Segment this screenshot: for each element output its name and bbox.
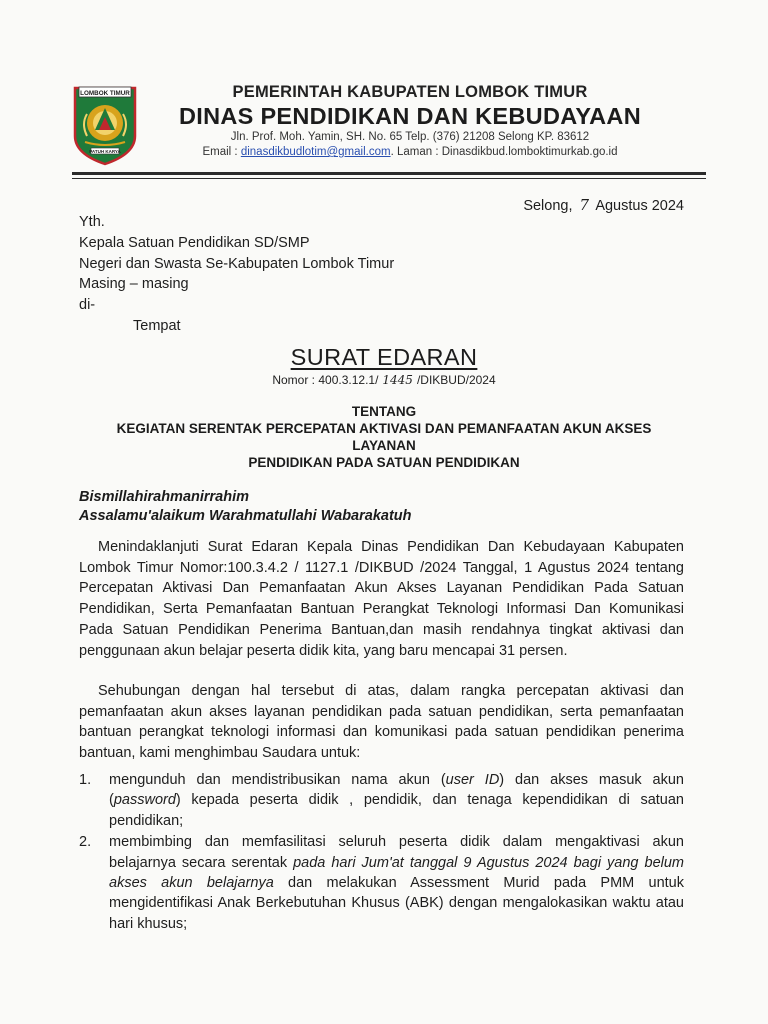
- subject-line-1: KEGIATAN SERENTAK PERCEPATAN AKTIVASI DAN PEMANFAATAN AKUN AKSES: [116, 421, 652, 436]
- email-link[interactable]: dinasdikbudlotim@gmail.com: [240, 146, 391, 158]
- website-label: . Laman :: [390, 146, 442, 158]
- list-item: [79, 770, 684, 831]
- recipient-line-2: Negeri dan Swasta Se-Kabupaten Lombok Timur: [79, 255, 395, 272]
- recipient-line-4: di-: [79, 297, 96, 314]
- letterhead-government-name: PEMERINTAH KABUPATEN LOMBOK TIMUR: [232, 83, 588, 101]
- letterhead: [150, 82, 670, 160]
- list-item-number: 1.: [79, 772, 92, 788]
- letterhead-contact: [150, 145, 670, 160]
- subject-line-2: LAYANAN: [352, 438, 416, 453]
- recipient-line-3: Masing – masing: [79, 276, 189, 293]
- paragraph-2: [79, 681, 684, 764]
- paragraph-1-text: Menindaklanjuti Surat Edaran Kepala Dinas Pendidikan Dan Kebudayaan Kabupaten Lombok Timur Nomor:100.3.4.2 / 1127.1 /DIKBUD /2024 Tanggal, 1 Agustus 2024 tentang Percepatan Aktivasi Dan Pemanfaatan Akun Akses Layanan Pendidikan Pada Satuan Pendidikan, Serta Pemanfaatan Bantuan Perangkat Teknologi Informasi Dan Komunikasi Pada Satuan Pendidikan Penerima Bantuan,dan masih rendahnya tingkat aktivasi dan penggunaan akun belajar peserta didik kita, yang baru mencapai 31 persen.: [79, 539, 684, 659]
- paragraph-1: [79, 537, 684, 661]
- letterhead-agency-name: DINAS PENDIDIKAN DAN KEBUDAYAAN: [179, 103, 641, 129]
- number-suffix: /DIKBUD/2024: [416, 373, 496, 387]
- subject-heading: TENTANG: [351, 404, 417, 419]
- letterhead-divider-thin: [72, 178, 706, 179]
- date-month-year: Agustus 2024: [595, 198, 684, 214]
- letter-date: [523, 195, 684, 217]
- paragraph-2-text: Sehubungan dengan hal tersebut di atas, dalam rangka percepatan aktivasi dan pemanfaatan akun akses layanan pendidikan pada satuan pendidikan, serta pemanfaatan bantuan perangkat teknologi informasi dan komunikasi pada satuan pendidikan penerima bantuan, kami menghimbau Saudara untuk:: [79, 683, 684, 762]
- greeting-salam: Assalamu'alaikum Warahmatullahi Wabarakatuh: [79, 507, 412, 524]
- number-handwritten: 1445: [382, 373, 413, 387]
- greeting-block: [79, 488, 412, 525]
- recipient-yth: Yth.: [79, 214, 105, 230]
- instruction-list: [79, 770, 684, 935]
- logo-banner-text: LOMBOK TIMUR: [80, 89, 130, 97]
- letterhead-divider-thick: [72, 172, 706, 175]
- letterhead-address: Jln. Prof. Moh. Yamin, SH. No. 65 Telp. (376) 21208 Selong KP. 83612: [230, 131, 590, 143]
- lombok-timur-emblem-logo: [71, 84, 139, 166]
- greeting-basmala: Bismillahirahmanirrahim: [79, 489, 250, 505]
- list-item: [79, 832, 684, 934]
- number-prefix: Nomor : 400.3.12.1/: [272, 373, 379, 387]
- recipient-block: [79, 212, 394, 337]
- website-text: Dinasdikbud.lomboktimurkab.go.id: [441, 146, 618, 158]
- document-number: [0, 373, 768, 387]
- date-place: Selong,: [523, 198, 573, 214]
- list-item-number: 2.: [79, 834, 92, 851]
- recipient-place: Tempat: [133, 317, 181, 334]
- email-label: Email :: [202, 146, 241, 158]
- list-item-text: mengunduh dan mendistribusikan nama akun (user ID) dan akses masuk akun (password) kepada peserta didik , pendidik, dan tenaga kependidikan di satuan pendidikan;: [109, 772, 684, 829]
- date-day-handwritten: 7: [579, 196, 590, 214]
- document-title: SURAT EDARAN: [290, 344, 478, 370]
- logo-motto-text: PATUH KARYA: [89, 149, 121, 154]
- subject-block: [0, 403, 768, 471]
- recipient-line-1: Kepala Satuan Pendidikan SD/SMP: [79, 234, 310, 251]
- subject-line-3: PENDIDIKAN PADA SATUAN PENDIDIKAN: [248, 455, 520, 470]
- list-item-text: membimbing dan memfasilitasi seluruh peserta didik dalam mengaktivasi akun belajarnya secara serentak pada hari Jum'at tanggal 9 Agustus 2024 bagi yang belum akses akun belajarnya dan melakukan Assessment Murid pada PMM untuk mengidentifikasi Anak Berkebutuhan Khusus (ABK) dengan mengalokasikan waktu atau hari khusus;: [109, 834, 684, 932]
